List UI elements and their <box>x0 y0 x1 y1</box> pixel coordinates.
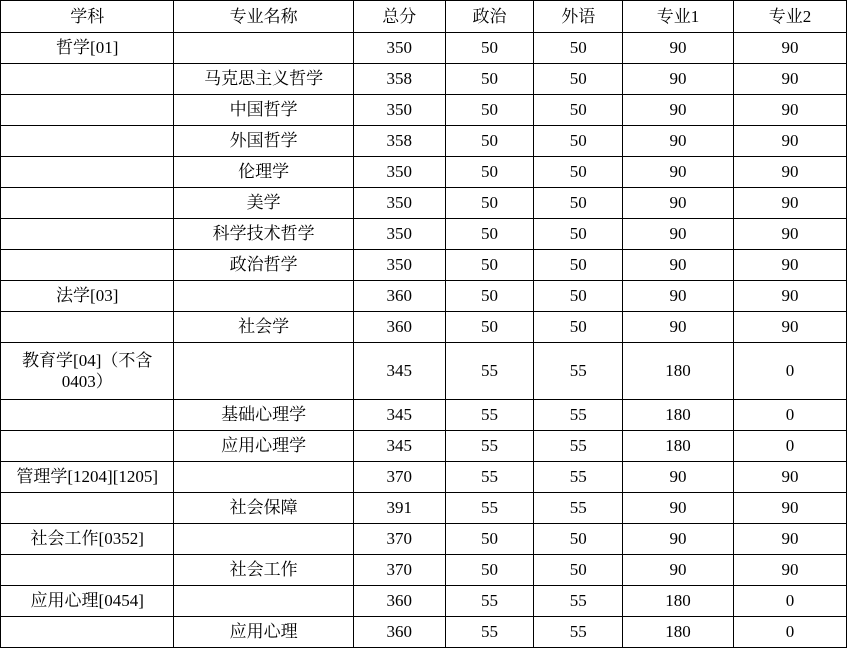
table-header-row <box>1 1 847 33</box>
cell-major-name: 政治哲学 <box>174 250 353 281</box>
cell-major-2: 90 <box>734 493 847 524</box>
cell-major-2: 90 <box>734 462 847 493</box>
cell-major-2: 90 <box>734 281 847 312</box>
cell-subject <box>1 617 174 648</box>
cell-total-score: 360 <box>353 312 445 343</box>
cell-major-name: 应用心理学 <box>174 431 353 462</box>
cell-total-score: 350 <box>353 219 445 250</box>
cell-politics: 50 <box>445 524 534 555</box>
cell-major-1: 180 <box>623 400 734 431</box>
cell-politics: 55 <box>445 400 534 431</box>
column-header-major-name: 专业名称 <box>174 1 353 33</box>
column-header-total-score: 总分 <box>353 1 445 33</box>
table-row <box>1 524 847 555</box>
cell-total-score: 350 <box>353 33 445 64</box>
cell-subject: 管理学[1204][1205] <box>1 462 174 493</box>
cell-major-name <box>174 524 353 555</box>
cell-foreign-language: 50 <box>534 312 623 343</box>
cell-major-2: 0 <box>734 617 847 648</box>
cell-foreign-language: 55 <box>534 617 623 648</box>
cell-subject <box>1 64 174 95</box>
cell-total-score: 350 <box>353 188 445 219</box>
cell-major-2: 0 <box>734 343 847 400</box>
cell-major-2: 0 <box>734 400 847 431</box>
cell-politics: 50 <box>445 219 534 250</box>
column-header-politics: 政治 <box>445 1 534 33</box>
cell-major-2: 90 <box>734 64 847 95</box>
cell-politics: 50 <box>445 33 534 64</box>
cell-subject <box>1 95 174 126</box>
table-row <box>1 586 847 617</box>
cell-subject <box>1 157 174 188</box>
cell-subject <box>1 493 174 524</box>
cell-foreign-language: 55 <box>534 586 623 617</box>
cell-subject: 应用心理[0454] <box>1 586 174 617</box>
cell-foreign-language: 50 <box>534 188 623 219</box>
cell-major-1: 90 <box>623 281 734 312</box>
cell-major-1: 90 <box>623 126 734 157</box>
cell-total-score: 370 <box>353 462 445 493</box>
cell-major-1: 90 <box>623 493 734 524</box>
cell-major-2: 90 <box>734 312 847 343</box>
cell-major-name <box>174 33 353 64</box>
table-row <box>1 33 847 64</box>
cell-foreign-language: 50 <box>534 524 623 555</box>
cell-politics: 50 <box>445 126 534 157</box>
table-row <box>1 400 847 431</box>
cell-politics: 55 <box>445 617 534 648</box>
cell-major-2: 90 <box>734 126 847 157</box>
table-row <box>1 250 847 281</box>
cell-politics: 50 <box>445 250 534 281</box>
table-row <box>1 126 847 157</box>
table-header <box>1 1 847 33</box>
cell-politics: 55 <box>445 493 534 524</box>
cell-subject: 哲学[01] <box>1 33 174 64</box>
cell-major-name: 美学 <box>174 188 353 219</box>
cell-major-2: 90 <box>734 555 847 586</box>
table-row <box>1 343 847 400</box>
cell-major-2: 90 <box>734 95 847 126</box>
cell-total-score: 370 <box>353 524 445 555</box>
cell-major-1: 90 <box>623 462 734 493</box>
cell-politics: 50 <box>445 188 534 219</box>
cell-subject <box>1 431 174 462</box>
cell-major-name <box>174 343 353 400</box>
cell-subject <box>1 250 174 281</box>
cell-subject <box>1 126 174 157</box>
cell-major-2: 90 <box>734 157 847 188</box>
cell-major-1: 180 <box>623 343 734 400</box>
cell-politics: 55 <box>445 462 534 493</box>
cell-foreign-language: 50 <box>534 95 623 126</box>
cell-subject: 社会工作[0352] <box>1 524 174 555</box>
cell-total-score: 358 <box>353 126 445 157</box>
cell-total-score: 345 <box>353 400 445 431</box>
cell-major-2: 90 <box>734 219 847 250</box>
cell-politics: 50 <box>445 312 534 343</box>
cell-total-score: 370 <box>353 555 445 586</box>
cell-foreign-language: 55 <box>534 343 623 400</box>
cell-foreign-language: 50 <box>534 64 623 95</box>
cell-total-score: 391 <box>353 493 445 524</box>
cell-foreign-language: 50 <box>534 281 623 312</box>
cell-subject <box>1 555 174 586</box>
table-body <box>1 33 847 648</box>
cell-politics: 50 <box>445 95 534 126</box>
cell-foreign-language: 50 <box>534 157 623 188</box>
cell-total-score: 345 <box>353 431 445 462</box>
cell-subject: 法学[03] <box>1 281 174 312</box>
column-header-major-2: 专业2 <box>734 1 847 33</box>
cell-politics: 55 <box>445 431 534 462</box>
cell-total-score: 345 <box>353 343 445 400</box>
cell-major-name <box>174 586 353 617</box>
cell-foreign-language: 50 <box>534 126 623 157</box>
cell-major-2: 90 <box>734 188 847 219</box>
cell-politics: 50 <box>445 64 534 95</box>
cell-major-2: 90 <box>734 250 847 281</box>
cell-major-1: 90 <box>623 219 734 250</box>
cell-total-score: 360 <box>353 617 445 648</box>
cell-major-name: 社会学 <box>174 312 353 343</box>
table-row <box>1 157 847 188</box>
column-header-foreign-language: 外语 <box>534 1 623 33</box>
cell-subject <box>1 188 174 219</box>
table-row <box>1 312 847 343</box>
cell-major-name: 伦理学 <box>174 157 353 188</box>
cell-major-name: 中国哲学 <box>174 95 353 126</box>
cell-major-name: 马克思主义哲学 <box>174 64 353 95</box>
cell-major-1: 180 <box>623 431 734 462</box>
cell-major-1: 90 <box>623 524 734 555</box>
cell-major-name <box>174 281 353 312</box>
table-row <box>1 555 847 586</box>
cell-major-2: 90 <box>734 33 847 64</box>
cell-foreign-language: 50 <box>534 250 623 281</box>
cell-foreign-language: 55 <box>534 431 623 462</box>
cell-politics: 50 <box>445 157 534 188</box>
cell-foreign-language: 55 <box>534 493 623 524</box>
cell-major-name: 科学技术哲学 <box>174 219 353 250</box>
cell-subject <box>1 312 174 343</box>
cell-foreign-language: 50 <box>534 33 623 64</box>
cell-foreign-language: 55 <box>534 462 623 493</box>
cell-total-score: 358 <box>353 64 445 95</box>
table-row <box>1 462 847 493</box>
cell-major-1: 90 <box>623 157 734 188</box>
cell-subject <box>1 219 174 250</box>
cell-total-score: 360 <box>353 586 445 617</box>
cell-total-score: 350 <box>353 157 445 188</box>
cell-major-1: 90 <box>623 312 734 343</box>
cell-major-1: 180 <box>623 586 734 617</box>
cell-major-name: 社会保障 <box>174 493 353 524</box>
cell-major-1: 90 <box>623 95 734 126</box>
cell-total-score: 350 <box>353 95 445 126</box>
cell-major-1: 90 <box>623 64 734 95</box>
cell-politics: 55 <box>445 586 534 617</box>
cell-foreign-language: 50 <box>534 219 623 250</box>
cell-major-1: 90 <box>623 250 734 281</box>
table-row <box>1 64 847 95</box>
column-header-subject: 学科 <box>1 1 174 33</box>
column-header-major-1: 专业1 <box>623 1 734 33</box>
cell-major-name: 应用心理 <box>174 617 353 648</box>
cell-major-1: 180 <box>623 617 734 648</box>
table-row <box>1 431 847 462</box>
cell-subject: 教育学[04]（不含0403） <box>1 343 174 400</box>
cell-total-score: 350 <box>353 250 445 281</box>
table-row <box>1 95 847 126</box>
cell-total-score: 360 <box>353 281 445 312</box>
cell-subject <box>1 400 174 431</box>
cell-politics: 55 <box>445 343 534 400</box>
cell-politics: 50 <box>445 281 534 312</box>
cell-major-2: 0 <box>734 586 847 617</box>
table-row <box>1 281 847 312</box>
cell-major-2: 90 <box>734 524 847 555</box>
table-row <box>1 188 847 219</box>
cell-major-1: 90 <box>623 33 734 64</box>
cell-major-name: 基础心理学 <box>174 400 353 431</box>
table-row <box>1 493 847 524</box>
table-row <box>1 617 847 648</box>
table-row <box>1 219 847 250</box>
cell-major-name <box>174 462 353 493</box>
cell-major-name: 社会工作 <box>174 555 353 586</box>
cell-major-2: 0 <box>734 431 847 462</box>
cell-major-1: 90 <box>623 555 734 586</box>
cell-foreign-language: 50 <box>534 555 623 586</box>
cell-foreign-language: 55 <box>534 400 623 431</box>
cell-major-name: 外国哲学 <box>174 126 353 157</box>
cell-major-1: 90 <box>623 188 734 219</box>
cell-politics: 50 <box>445 555 534 586</box>
